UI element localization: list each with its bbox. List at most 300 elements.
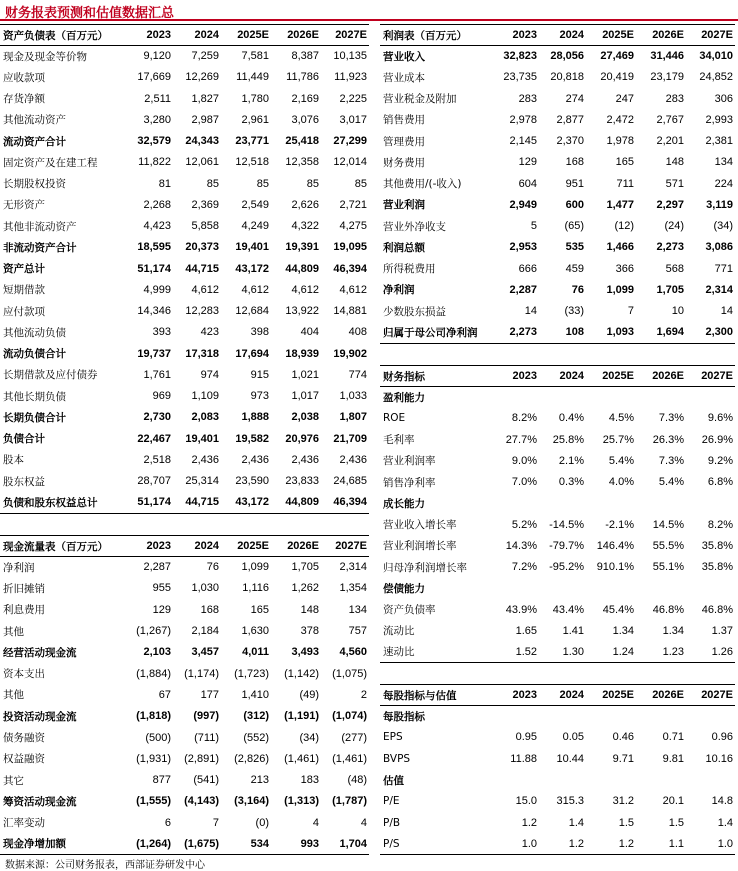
value-cell: (552) <box>243 731 269 744</box>
value-cell: 9.71 <box>612 752 634 765</box>
value-cell: 974 <box>200 368 219 381</box>
value-cell: 2,436 <box>241 453 269 466</box>
table-row <box>0 46 369 67</box>
table-header-row <box>0 536 369 557</box>
value-cell: (2,826) <box>234 752 269 765</box>
value-cell: (49) <box>299 688 319 701</box>
value-cell: 1,827 <box>191 92 219 105</box>
value-cell: 12,061 <box>185 156 219 169</box>
value-cell: 14.3% <box>505 539 537 552</box>
row-label: 营业利润增长率 <box>383 540 457 553</box>
row-label: 资本支出 <box>3 668 45 681</box>
value-cell: 7 <box>627 305 634 318</box>
table-row <box>0 109 369 130</box>
value-cell: (500) <box>145 731 171 744</box>
value-cell: 43.9% <box>505 603 537 616</box>
value-cell: -95.2% <box>549 561 584 574</box>
year-header-cell: 2024 <box>559 29 584 41</box>
year-header-cell: 2026E <box>652 689 684 701</box>
value-cell: 711 <box>616 177 634 190</box>
year-header-cell: 2025E <box>602 29 634 41</box>
value-cell: 4.0% <box>608 476 634 489</box>
value-cell: 0.05 <box>562 731 584 744</box>
value-cell: 28,707 <box>137 475 171 488</box>
value-cell: 5 <box>530 220 537 233</box>
table-row <box>0 407 369 428</box>
value-cell: 81 <box>158 177 171 190</box>
value-cell: 0.71 <box>662 731 684 744</box>
value-cell: 4 <box>312 816 319 829</box>
row-label: 筹资活动现金流 <box>3 795 77 808</box>
value-cell: 2 <box>360 688 367 701</box>
row-label: 汇率变动 <box>3 817 45 830</box>
value-cell <box>636 769 686 790</box>
year-header-cell: 2026E <box>287 540 319 552</box>
value-cell: 134 <box>714 156 733 169</box>
value-cell: 19,391 <box>285 241 319 254</box>
table-row <box>380 109 735 130</box>
value-cell: 7,581 <box>241 50 269 63</box>
value-cell: 1.65 <box>515 624 537 637</box>
value-cell: 134 <box>348 603 367 616</box>
row-label: P/S <box>383 837 400 850</box>
value-cell: (277) <box>341 731 367 744</box>
value-cell: (34) <box>713 220 733 233</box>
table-row <box>380 450 735 471</box>
value-cell: 17,318 <box>185 347 219 360</box>
value-cell: 4.5% <box>608 412 634 425</box>
value-cell: 1,466 <box>606 241 634 254</box>
row-label: 利息费用 <box>3 604 45 617</box>
value-cell: (1,884) <box>136 667 171 680</box>
row-label: 销售费用 <box>383 114 425 127</box>
year-header-cell: 2025E <box>602 370 634 382</box>
value-cell: 1.26 <box>711 645 733 658</box>
table-header-row <box>380 685 735 706</box>
value-cell: 1,017 <box>291 390 319 403</box>
value-cell: 4 <box>360 816 367 829</box>
value-cell: 14.8 <box>711 795 733 808</box>
table-row <box>0 642 369 663</box>
value-cell <box>492 493 539 514</box>
value-cell: 666 <box>518 262 537 275</box>
value-cell: 2,987 <box>191 113 219 126</box>
value-cell: 14 <box>524 305 537 318</box>
value-cell: 32,823 <box>503 50 537 63</box>
value-cell: 2,549 <box>241 198 269 211</box>
year-header-cell: 2023 <box>512 29 537 41</box>
table-row <box>0 194 369 215</box>
value-cell <box>686 578 735 599</box>
value-cell: 459 <box>565 262 584 275</box>
year-header-cell: 2025E <box>602 689 634 701</box>
value-cell: 24,852 <box>699 71 733 84</box>
value-cell: 2,314 <box>339 561 367 574</box>
table-row <box>380 67 735 88</box>
value-cell: 2,730 <box>143 411 171 424</box>
value-cell: 0.46 <box>612 731 634 744</box>
value-cell: 148 <box>665 156 684 169</box>
row-label: 销售净利率 <box>383 476 436 489</box>
year-header-cell: 2026E <box>287 29 319 41</box>
title-divider <box>0 19 738 21</box>
table-row <box>380 472 735 493</box>
row-label: 营业收入增长率 <box>383 519 457 532</box>
value-cell: 12,283 <box>185 305 219 318</box>
value-cell: 1,761 <box>143 368 171 381</box>
row-label: 无形资产 <box>3 199 45 212</box>
value-cell: 2,511 <box>144 92 171 105</box>
income-statement-table <box>380 24 735 344</box>
value-cell: 955 <box>152 582 171 595</box>
value-cell: (1,555) <box>136 795 171 808</box>
value-cell: 23,590 <box>235 475 269 488</box>
value-cell: 1.41 <box>562 624 584 637</box>
value-cell: 1,694 <box>656 326 684 339</box>
value-cell: 1,033 <box>339 390 367 403</box>
value-cell: 76 <box>571 283 584 296</box>
value-cell: 12,684 <box>235 305 269 318</box>
value-cell: 24,685 <box>333 475 367 488</box>
value-cell: 9.0% <box>511 454 537 467</box>
value-cell: 274 <box>565 92 584 105</box>
value-cell <box>492 387 539 408</box>
value-cell: 6 <box>164 816 171 829</box>
table-row <box>0 216 369 237</box>
value-cell: 23,735 <box>503 71 537 84</box>
table-row <box>0 684 369 705</box>
value-cell: 2,767 <box>656 113 684 126</box>
value-cell: (1,461) <box>332 752 367 765</box>
value-cell: 2,184 <box>191 625 219 638</box>
value-cell: 1.24 <box>612 645 634 658</box>
value-cell: 1,093 <box>606 326 634 339</box>
row-label: 管理费用 <box>383 135 425 148</box>
value-cell: 35.8% <box>701 561 733 574</box>
row-label: 利润总额 <box>383 241 425 254</box>
value-cell: 10.44 <box>556 752 584 765</box>
value-cell: 146.4% <box>596 539 634 552</box>
value-cell: 23,833 <box>285 475 319 488</box>
value-cell: 1,354 <box>339 582 367 595</box>
value-cell: 9.81 <box>662 752 684 765</box>
table-header-row <box>0 25 369 46</box>
row-label: 其它 <box>3 774 24 787</box>
value-cell: (1,264) <box>136 837 171 850</box>
value-cell: 2,436 <box>291 453 319 466</box>
value-cell: 757 <box>348 625 367 638</box>
value-cell: 55.1% <box>652 561 684 574</box>
value-cell: 393 <box>152 326 171 339</box>
value-cell: 2,268 <box>143 198 171 211</box>
table-row <box>0 152 369 173</box>
value-cell: 3,076 <box>291 113 319 126</box>
value-cell: 43.4% <box>552 603 584 616</box>
row-label: 非流动资产合计 <box>3 241 77 254</box>
row-label: 资产负债率 <box>383 604 436 617</box>
value-cell: 3,119 <box>706 198 733 211</box>
value-cell: 1,630 <box>241 625 269 638</box>
table-row <box>0 428 369 449</box>
value-cell: 2,961 <box>241 113 269 126</box>
value-cell: 19,737 <box>137 347 171 360</box>
row-label: 成长能力 <box>383 497 425 510</box>
table-row <box>0 364 369 385</box>
value-cell: 17,694 <box>235 347 269 360</box>
table-row <box>380 812 735 833</box>
table-row <box>380 429 735 450</box>
table-row <box>0 599 369 620</box>
value-cell: 3,457 <box>191 646 219 659</box>
value-cell <box>586 387 636 408</box>
value-cell: 2,949 <box>509 198 537 211</box>
table-row <box>0 791 369 812</box>
value-cell: 3,086 <box>705 241 733 254</box>
value-cell: 1.4 <box>568 816 584 829</box>
table-row <box>0 833 369 854</box>
value-cell: 7 <box>212 816 219 829</box>
value-cell: 183 <box>300 774 319 787</box>
value-cell: 2,436 <box>339 453 367 466</box>
row-label: 营业利润率 <box>383 455 436 468</box>
table-row <box>380 46 735 67</box>
value-cell: 51,174 <box>137 262 171 275</box>
value-cell: 2,436 <box>191 453 219 466</box>
value-cell: 3,280 <box>143 113 171 126</box>
value-cell: 28,056 <box>550 50 584 63</box>
value-cell: 7.2% <box>511 561 537 574</box>
value-cell: 9,120 <box>143 50 171 63</box>
table-header-row <box>380 366 735 387</box>
value-cell: 1.2 <box>568 837 584 850</box>
value-cell: 915 <box>250 368 269 381</box>
value-cell: 247 <box>615 92 634 105</box>
value-cell: 2,953 <box>509 241 537 254</box>
value-cell <box>636 578 686 599</box>
value-cell: 148 <box>300 603 319 616</box>
row-label: 流动比 <box>383 625 415 638</box>
row-label: 少数股东损益 <box>383 305 446 318</box>
value-cell: 2,169 <box>291 92 319 105</box>
value-cell: 2,472 <box>606 113 634 126</box>
cash-flow-table <box>0 535 369 855</box>
value-cell: 5.4% <box>608 454 634 467</box>
value-cell: 408 <box>348 326 367 339</box>
table-row <box>380 748 735 769</box>
value-cell <box>586 706 636 727</box>
value-cell: 1,807 <box>339 411 367 424</box>
value-cell: 14 <box>720 305 733 318</box>
year-header-cell: 2024 <box>559 689 584 701</box>
value-cell: (12) <box>614 220 634 233</box>
table-row <box>380 258 735 279</box>
value-cell <box>539 578 586 599</box>
value-cell: 306 <box>714 92 733 105</box>
table-row <box>380 194 735 215</box>
table-row <box>0 131 369 152</box>
value-cell: 4,275 <box>339 220 367 233</box>
row-label: 负债和股东权益总计 <box>3 496 98 509</box>
value-cell: 534 <box>250 837 269 850</box>
row-label: 股东权益 <box>3 475 45 488</box>
value-cell: 8,387 <box>291 50 319 63</box>
value-cell: 12,358 <box>285 156 319 169</box>
value-cell: 25.7% <box>602 433 634 446</box>
value-cell: 993 <box>300 837 319 850</box>
year-header-cell: 2025E <box>237 540 269 552</box>
table-row <box>0 663 369 684</box>
value-cell: 20,419 <box>600 71 634 84</box>
value-cell: 1.2 <box>618 837 634 850</box>
value-cell <box>586 493 636 514</box>
year-header-cell: 2024 <box>194 540 219 552</box>
value-cell: 25,314 <box>185 475 219 488</box>
row-label: 存货净额 <box>3 93 45 106</box>
value-cell: 27,469 <box>600 50 634 63</box>
table-row <box>0 449 369 470</box>
value-cell: 973 <box>250 390 269 403</box>
row-label: 其他费用/(-收入) <box>383 178 462 191</box>
value-cell: 910.1% <box>596 561 634 574</box>
value-cell: 4,612 <box>339 283 367 296</box>
table-row <box>380 791 735 812</box>
value-cell: 1,099 <box>241 561 269 574</box>
value-cell: 9.6% <box>707 412 733 425</box>
value-cell: 13,922 <box>285 305 319 318</box>
value-cell: 108 <box>565 326 584 339</box>
value-cell: 44,715 <box>185 262 219 275</box>
value-cell: 2,369 <box>191 198 219 211</box>
value-cell: 85 <box>306 177 319 190</box>
value-cell: 2,721 <box>339 198 367 211</box>
value-cell: 4,612 <box>191 283 219 296</box>
value-cell: 10,135 <box>333 50 367 63</box>
table-row <box>0 727 369 748</box>
table-row <box>380 88 735 109</box>
value-cell: 27,299 <box>333 135 367 148</box>
value-cell: (711) <box>194 731 219 744</box>
row-label: 财务费用 <box>383 156 425 169</box>
table-row <box>380 216 735 237</box>
value-cell: (0) <box>255 816 269 829</box>
value-cell: 2,626 <box>291 198 319 211</box>
value-cell: 283 <box>518 92 537 105</box>
value-cell: 85 <box>206 177 219 190</box>
value-cell: 20,373 <box>185 241 219 254</box>
table-row <box>0 706 369 727</box>
row-label: 所得税费用 <box>383 263 436 276</box>
value-cell: 604 <box>518 177 537 190</box>
table-row <box>380 642 735 663</box>
value-cell: 11,923 <box>334 71 367 84</box>
value-cell: 19,401 <box>185 432 219 445</box>
row-label: P/E <box>383 795 400 808</box>
value-cell: 2.1% <box>558 454 584 467</box>
value-cell: 23,771 <box>235 135 269 148</box>
table-row <box>380 535 735 556</box>
value-cell: 44,809 <box>285 496 319 509</box>
value-cell: 32,579 <box>137 135 171 148</box>
row-label: 毛利率 <box>383 434 415 447</box>
value-cell: 1.23 <box>662 645 684 658</box>
row-label: 营业利润 <box>383 199 425 212</box>
row-label: 其他非流动资产 <box>3 220 77 233</box>
value-cell: 4,322 <box>291 220 319 233</box>
table-row <box>0 386 369 407</box>
table-row <box>0 237 369 258</box>
value-cell: 17,669 <box>137 71 171 84</box>
value-cell: 2,877 <box>556 113 584 126</box>
row-label: 归属于母公司净利润 <box>383 326 478 339</box>
row-label: 盈利能力 <box>383 391 425 404</box>
value-cell: 4,612 <box>241 283 269 296</box>
value-cell: 1.1 <box>668 837 684 850</box>
value-cell: 0.3% <box>558 476 584 489</box>
value-cell: 1,109 <box>191 390 219 403</box>
value-cell <box>686 706 735 727</box>
value-cell: (1,267) <box>136 625 171 638</box>
value-cell <box>636 493 686 514</box>
value-cell: 1,099 <box>606 283 634 296</box>
value-cell <box>586 578 636 599</box>
value-cell: 26.3% <box>652 433 684 446</box>
value-cell: 12,269 <box>185 71 219 84</box>
value-cell: 15.0 <box>515 795 537 808</box>
value-cell: 43,172 <box>235 496 269 509</box>
value-cell: 14.5% <box>652 518 684 531</box>
per-share-valuation-table <box>380 684 735 855</box>
table-row <box>380 493 735 514</box>
value-cell: 129 <box>518 156 537 169</box>
value-cell: (24) <box>664 220 684 233</box>
value-cell: 378 <box>300 625 319 638</box>
row-label: 净利润 <box>383 284 415 297</box>
value-cell: 45.4% <box>602 603 634 616</box>
table-row <box>0 492 369 513</box>
value-cell: 1,030 <box>191 582 219 595</box>
row-label: 速动比 <box>383 646 415 659</box>
value-cell: 877 <box>152 774 171 787</box>
value-cell: 20,976 <box>285 432 319 445</box>
value-cell: 25,418 <box>285 135 319 148</box>
value-cell: 34,010 <box>699 50 733 63</box>
row-label: 其他流动资产 <box>3 114 66 127</box>
value-cell: 1.4 <box>717 816 733 829</box>
value-cell: 535 <box>565 241 584 254</box>
year-header-cell: 2023 <box>146 540 171 552</box>
value-cell: 129 <box>152 603 171 616</box>
value-cell: 31,446 <box>650 50 684 63</box>
value-cell: 2,145 <box>509 135 537 148</box>
value-cell: (1,313) <box>284 795 319 808</box>
value-cell: 0.96 <box>711 731 733 744</box>
table-row <box>380 152 735 173</box>
value-cell: 2,273 <box>656 241 684 254</box>
value-cell: 31.2 <box>612 795 634 808</box>
value-cell: (4,143) <box>184 795 219 808</box>
table-row <box>0 620 369 641</box>
year-header-cell: 2026E <box>652 29 684 41</box>
value-cell: 951 <box>565 177 584 190</box>
value-cell: 5.2% <box>511 518 537 531</box>
value-cell: 1.2 <box>521 816 537 829</box>
table-row <box>380 620 735 641</box>
table-row <box>380 769 735 790</box>
value-cell: 315.3 <box>556 795 584 808</box>
value-cell: 774 <box>348 368 367 381</box>
value-cell: 3,493 <box>291 646 319 659</box>
value-cell: 3,017 <box>339 113 367 126</box>
